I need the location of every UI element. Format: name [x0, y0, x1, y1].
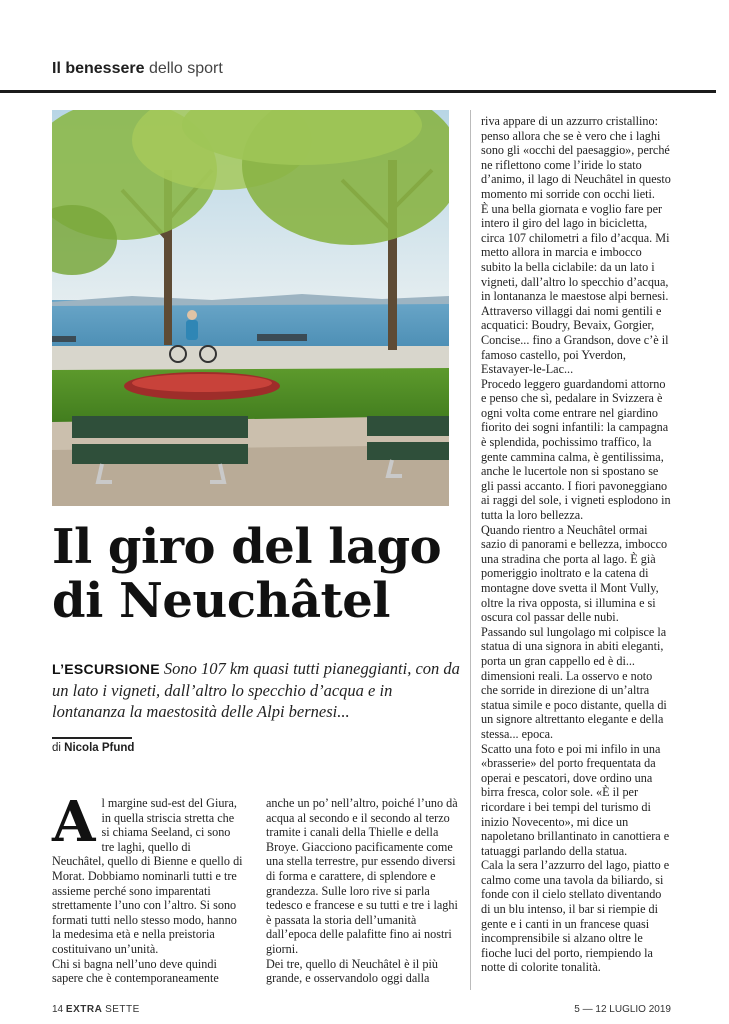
paragraph: Quando rientro a Neuchâtel ormai sazio di panorami e bellezza, imbocco una stradina che porta al lago. È già pomeriggio inoltrato e la catena di montagne dove svetta il Mont Vully, oltre la riva opposta, si illumina e si oscura col passar delle nubi. — [481, 522, 668, 625]
lakeside-photo-illustration — [52, 110, 449, 506]
byline-prefix: di — [52, 742, 61, 754]
article-lead — [52, 658, 462, 722]
issue-date: 5 — 12 LUGLIO 2019 — [574, 1004, 671, 1015]
paragraph: È una bella giornata e voglio fare per intero il giro del lago in bicicletta, circa 107 chilometri a filo d’acqua. Mi metto allora in marcia e imbocco subito la bella ciclabile: da un lato i vigneti, dall’altro lo specchio d’acqua, in lontananza le maestose alpi bernesi. Attraverso villaggi dai nomi gentili e acquatici: Boudry, Bevaix, Gorgier, Concise... fino a Grandson, dove c’è il famoso castello, poi Yverdon, Estavayer-le-Lac... — [481, 201, 670, 377]
section-subtitle: dello sport — [148, 60, 223, 77]
paragraph: Scatto una foto e poi mi infilo in una «brasserie» del porto frequentata da operai e pescatori, dove ordino una birra fresca, color sole. «È il per ricordare i bei tempi del turismo di inizio Novecento», mi dice un napoletano brillantinato in canottiera e tatuaggi parlando della statua. — [481, 741, 670, 858]
paragraph: riva appare di un azzurro cristallino: penso allora che se è vero che i laghi sono gli «occhi del paesaggio», perché ne riflettono come l’iride lo stato d’animo, il lago di Neuchâtel in questo momento mi sorride con occhi lieti. — [481, 114, 671, 201]
paragraph: Cala la sera l’azzurro del lago, piatto e calmo come una tavola da biliardo, si fonde con il cielo stellato diventando di un blu intenso, il bar si riempie di gente e i canti in un francese quasi incomprensibile si alzano oltre le fioche luci del porto, riempiendo la notte di colorite tonalità. — [481, 858, 670, 975]
paragraph: Passando sul lungolago mi colpisce la statua di una signora in abiti eleganti, porta un gran cappello ed è di... dimensioni reali. La osservo e noto che sorride in direzione di un’altra statua simile e poco distante, quella di un signore altrettanto elegante e della stessa... epoca. — [481, 624, 667, 741]
section-header — [52, 60, 223, 78]
article-column-2 — [266, 796, 459, 986]
article-column-1 — [52, 789, 245, 986]
byline — [52, 742, 134, 754]
header-rule — [0, 90, 716, 93]
article-title — [52, 520, 462, 628]
section-title: Il benessere — [52, 60, 145, 77]
lead-text: Sono 107 km quasi tutti pianeggianti, con da un lato i vigneti, dall’altro lo specchio d’acqua e in lontananza la maestosità delle Alpi bernesi... — [52, 659, 460, 721]
paragraph: l margine sud-est del Giura, in quella striscia stretta che si chiama Seeland, ci sono tre laghi, quello di Neuchâtel, quello di Bienne e quello di Morat. Dobbiamo nominarli tutti e tre assieme perché sono imparentati strettamente l’uno con l’altro. Si sono formati tutti nello stesso modo, hanno la medesima età e nella preistoria costituivano un’unità. — [52, 796, 243, 956]
column-divider — [470, 110, 471, 990]
paragraph: Dei tre, quello di Neuchâtel è il più grande, e osservandolo oggi dalla — [266, 956, 438, 986]
author-name: Nicola Pfund — [64, 742, 135, 754]
paragraph: anche un po’ nell’altro, poiché l’uno dà acqua al secondo e il secondo al terzo tramite i canali della Thielle e della Broye. Giacciono pacificamente come una stella terrestre, pur essendo diversi di forma e carattere, di splendore e grandezza. Sulle loro rive si parla tedesco e francese e su tutti e tre i laghi è passata la storia dell’umanità dall’epoca delle palafitte fino ai nostri giorni. — [266, 796, 458, 956]
title-line-2: di Neuchâtel — [52, 573, 390, 629]
paragraph: Procedo leggero guardandomi attorno e penso che sì, pedalare in Svizzera è ogni volta come entrare nel giardino fiorito dei sogni infantili: la campagna è splendida, pochissimo traffico, la gente cammina calma, è gentilissima, anche le lucertole non si spostano se gli passi accanto. I fiori pavoneggiano ai raggi del sole, i vigneti esplodono in tutta la loro bellezza. — [481, 376, 671, 523]
article-photo — [52, 110, 449, 506]
title-line-1: Il giro del lago — [52, 519, 442, 575]
drop-cap: A — [52, 789, 96, 855]
paragraph: Chi si bagna nell’uno deve quindi sapere che è contemporaneamente — [52, 956, 219, 986]
magazine-name: EXTRA — [65, 1004, 103, 1015]
byline-rule — [52, 737, 132, 739]
page-number: 14 — [52, 1004, 64, 1015]
magazine-name-suffix: SETTE — [105, 1004, 140, 1015]
article-column-3 — [481, 114, 671, 975]
footer-left — [52, 1004, 140, 1015]
kicker-label: L’ESCURSIONE — [52, 661, 160, 677]
